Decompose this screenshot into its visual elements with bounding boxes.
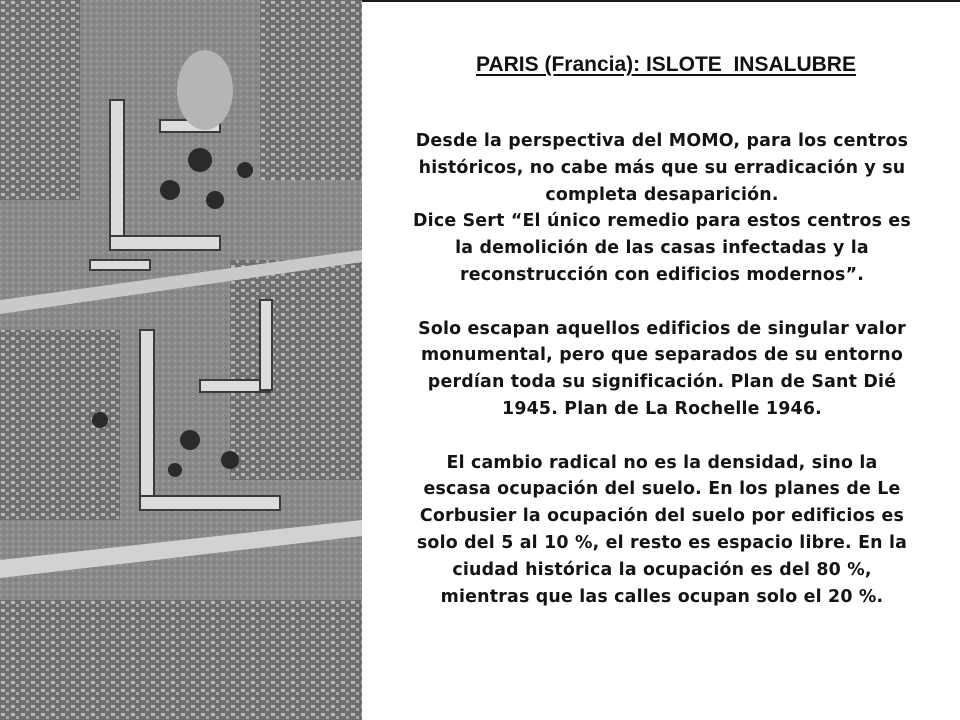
text-line: ciudad histórica la ocupación es del 80 %, [452, 559, 872, 580]
text-line: solo del 5 al 10 %, el resto es espacio libre. En la [416, 532, 908, 553]
text-line: reconstrucción con edificios modernos”. [459, 264, 865, 285]
page-title: PARIS (Francia): ISLOTE INSALUBRE [476, 53, 856, 76]
text-line: Dice Sert “El único remedio para estos centros es [413, 211, 911, 232]
paragraph-spacer [366, 289, 958, 316]
aerial-photo-icon [0, 0, 362, 720]
text-line: Corbusier la ocupación del suelo por edificios es [419, 506, 905, 527]
text-line: 1945. Plan de La Rochelle 1946. [502, 398, 822, 419]
top-rule [362, 0, 960, 2]
text-line: El cambio radical no es la densidad, sino la [446, 452, 878, 473]
body-text [366, 128, 958, 610]
text-line: la demolición de las casas infectadas y la [455, 238, 869, 259]
paragraph-sert-quote [366, 208, 958, 288]
text-line: mientras que las calles ocupan solo el 20 %. [440, 586, 884, 607]
paragraph-monuments [366, 316, 958, 423]
text-line: escasa ocupación del suelo. En los planes de Le [423, 479, 901, 500]
text-line: completa desaparición. [545, 184, 779, 205]
text-line: Solo escapan aquellos edificios de singular valor [418, 318, 906, 339]
text-line: monumental, pero que separados de su entorno [421, 345, 903, 366]
paragraph-land-occupation [366, 450, 958, 611]
text-line: Desde la perspectiva del MOMO, para los centros [415, 131, 909, 151]
text-line: perdían toda su significación. Plan de Sant Dié [427, 372, 897, 393]
paragraph-spacer [366, 423, 958, 450]
text-line: históricos, no cabe más que su erradicación y su [418, 157, 906, 178]
aerial-city-photo [0, 0, 362, 720]
paragraph-momo [366, 128, 958, 208]
